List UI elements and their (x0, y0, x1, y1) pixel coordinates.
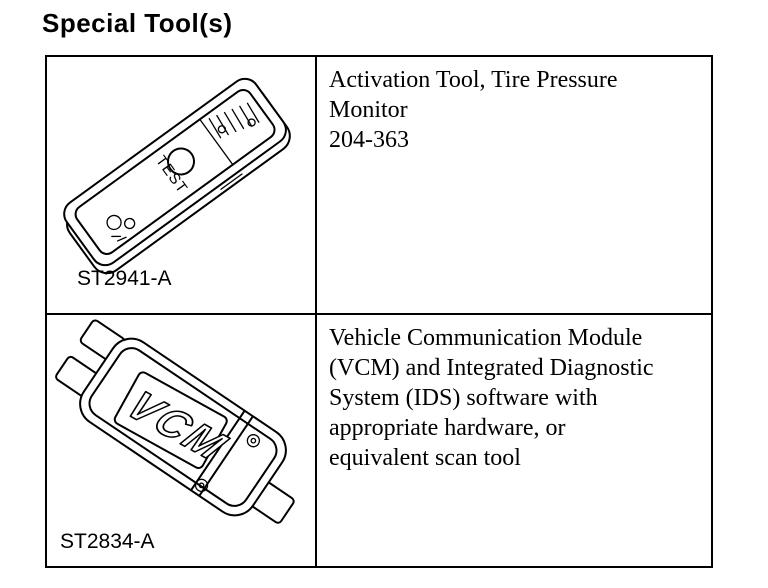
tool-illustration-cell (47, 315, 315, 566)
vcm-module-drawing (47, 315, 315, 566)
tool-description-cell (317, 315, 711, 566)
tool-part-number: 204-363 (329, 127, 409, 153)
tool-id-label: ST2941-A (77, 267, 172, 290)
special-tools-table (45, 55, 713, 568)
tool-description: Activation Tool, Tire Pressure Monitor (329, 67, 618, 123)
vcm-label-text: VCM (117, 383, 238, 469)
tool-description-cell (317, 57, 711, 313)
test-button-label: TEST (152, 152, 191, 197)
page-title: Special Tool(s) (42, 8, 233, 38)
tool-id-label: ST2834-A (60, 530, 155, 553)
tool-illustration-cell (47, 57, 315, 313)
tool-description: Vehicle Communication Module (VCM) and Integrated Diagnostic System (IDS) software with appropriate hardware, or equivalent scan tool (329, 325, 654, 471)
